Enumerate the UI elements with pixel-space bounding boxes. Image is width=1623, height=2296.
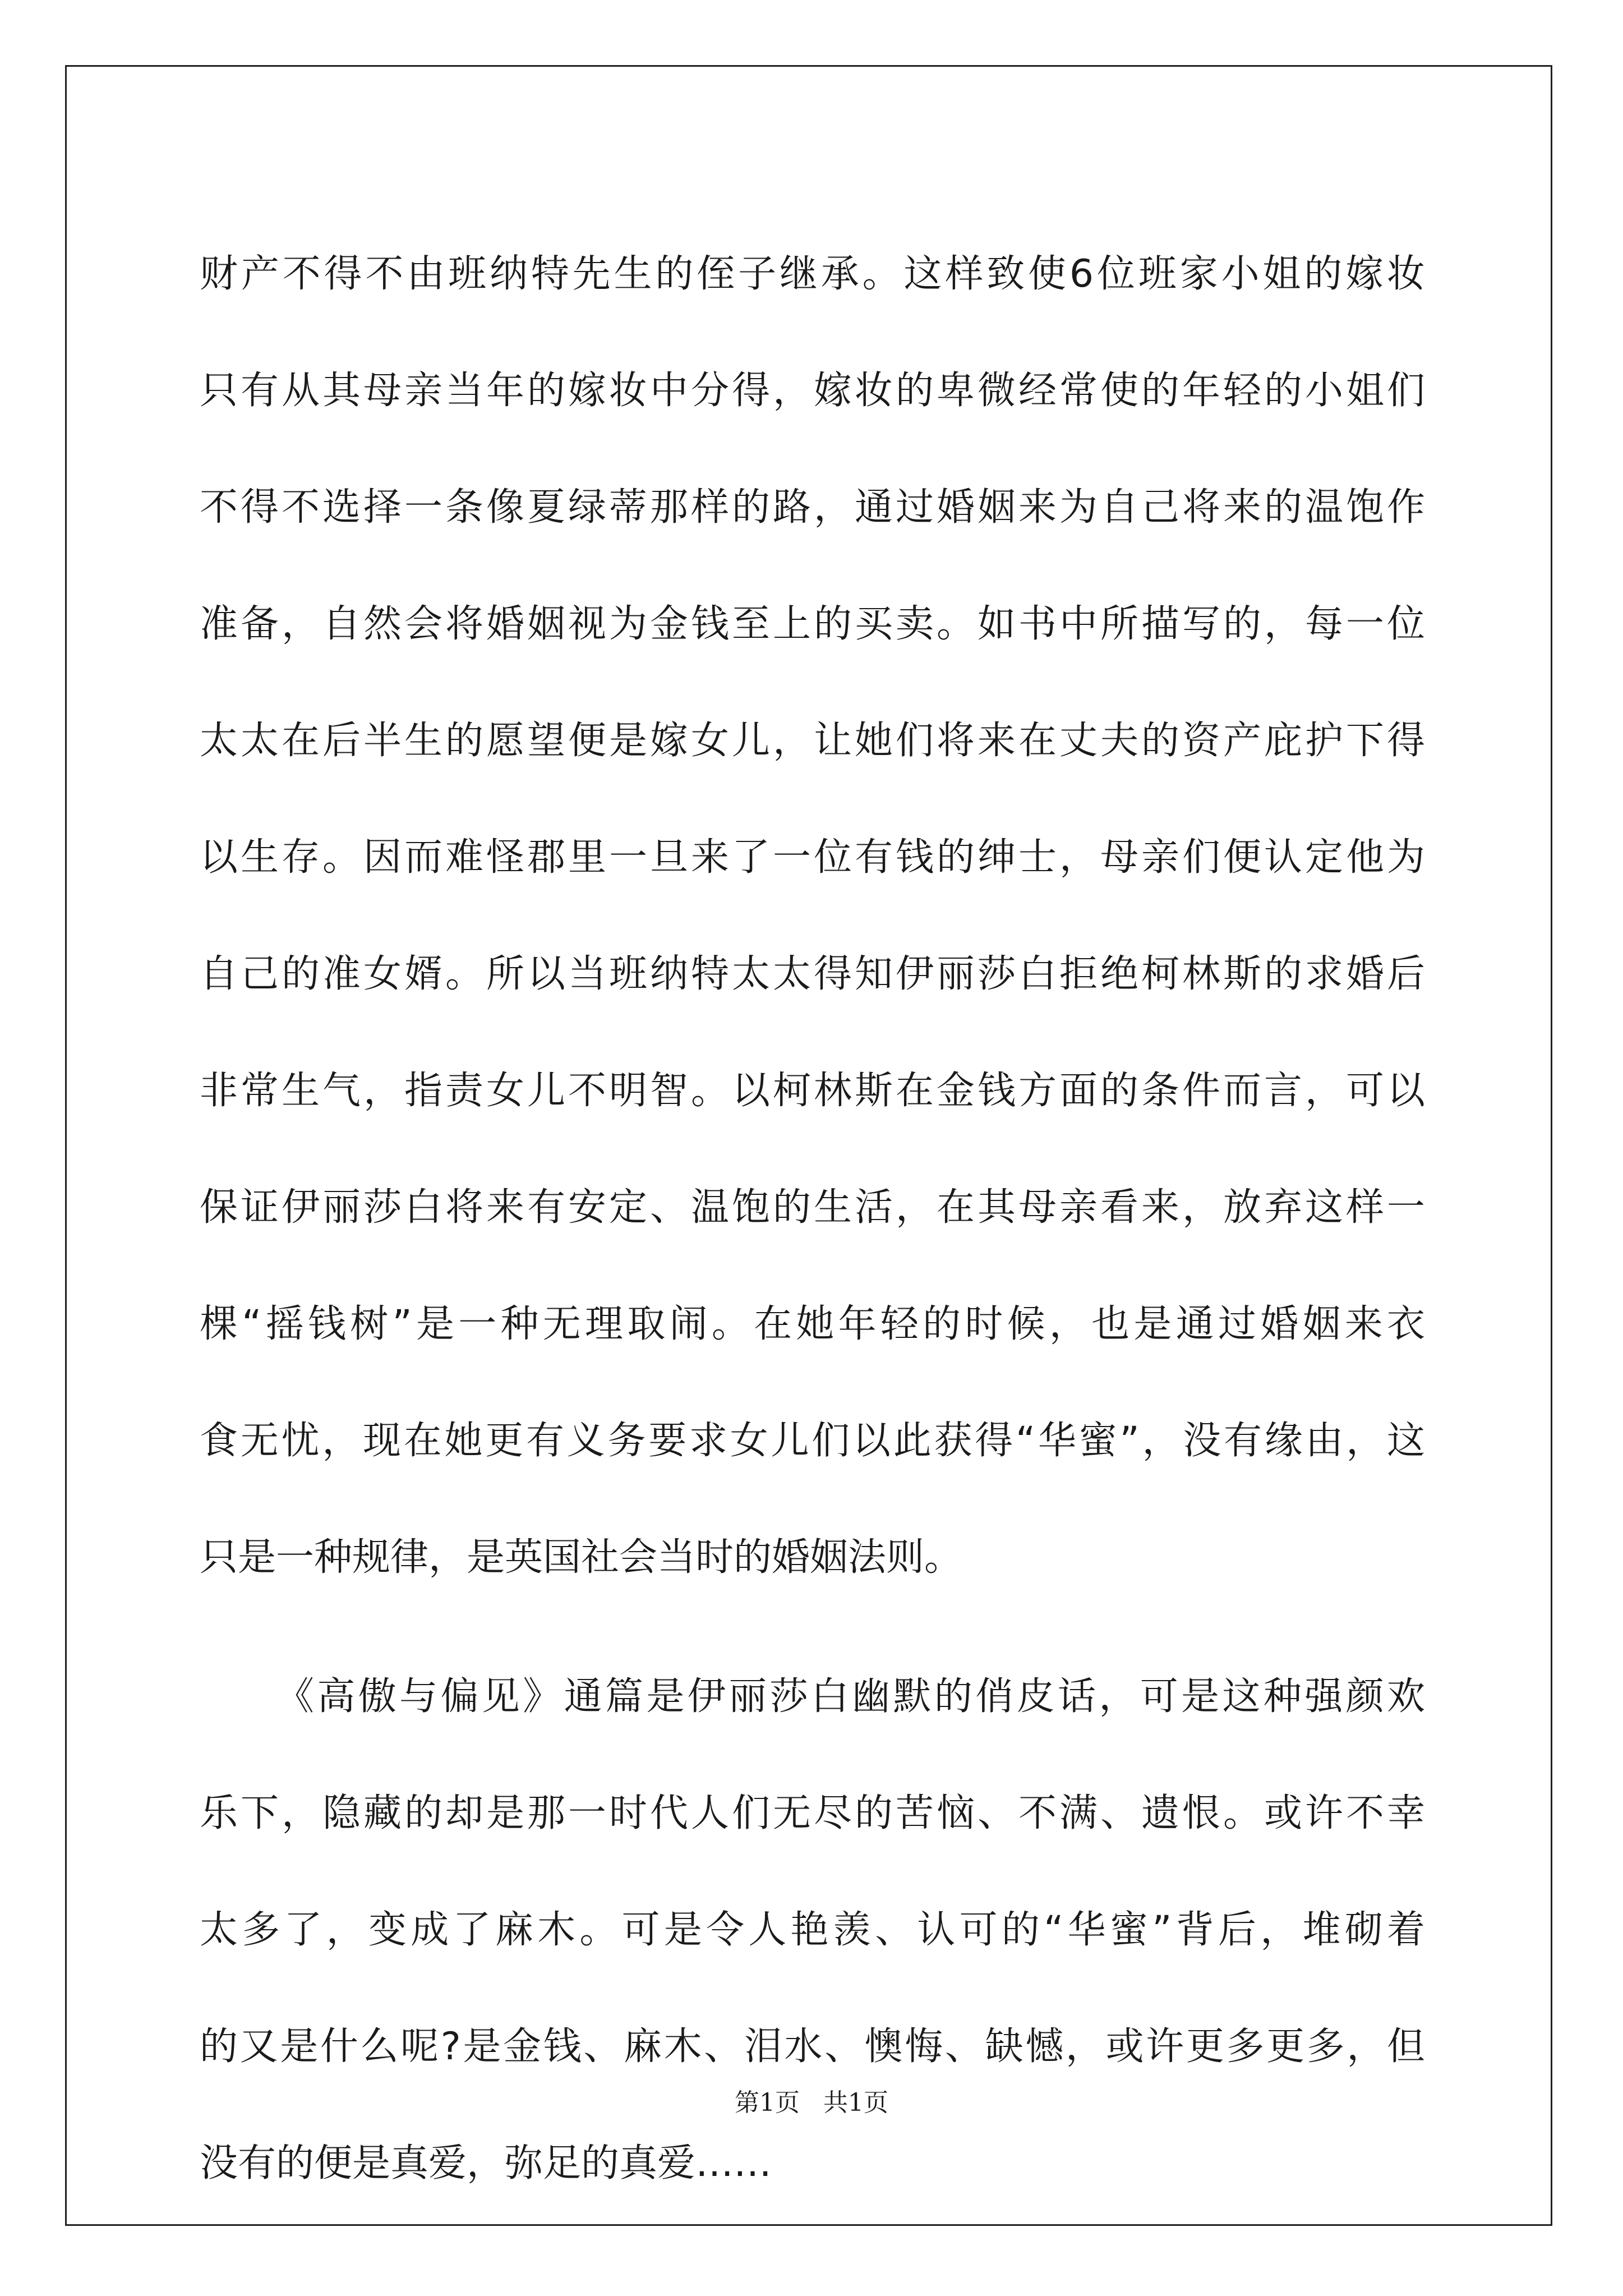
text-line: 非常生气，指责女儿不明智。以柯林斯在金钱方面的条件而言，可以 — [200, 1069, 1425, 1113]
page-number-footer: 第1页 共1页 — [735, 2088, 888, 2117]
text-line: 太多了，变成了麻木。可是令人艳羡、认可的“华蜜”背后，堆砌着 — [200, 1908, 1425, 1952]
text-line: 《高傲与偏见》通篇是伊丽莎白幽默的俏皮话，可是这种强颜欢 — [276, 1674, 1425, 1719]
text-line: 乐下，隐藏的却是那一时代人们无尽的苦恼、不满、遗恨。或许不幸 — [200, 1791, 1425, 1835]
text-line: 不得不选择一条像夏绿蒂那样的路，通过婚姻来为自己将来的温饱作 — [200, 485, 1425, 530]
text-line: 食无忧，现在她更有义务要求女儿们以此获得“华蜜”，没有缘由，这 — [200, 1419, 1425, 1463]
text-line: 准备，自然会将婚姻视为金钱至上的买卖。如书中所描写的，每一位 — [200, 602, 1425, 646]
text-line: 的又是什么呢?是金钱、麻木、泪水、懊悔、缺憾，或许更多更多，但 — [200, 2024, 1425, 2069]
document-body — [200, 216, 1425, 2222]
text-line: 自己的准女婿。所以当班纳特太太得知伊丽莎白拒绝柯林斯的求婚后 — [200, 952, 1425, 996]
text-line: 财产不得不由班纳特先生的侄子继承。这样致使6位班家小姐的嫁妆 — [200, 252, 1425, 296]
text-line: 只是一种规律，是英国社会当时的婚姻法则。 — [200, 1535, 963, 1580]
paragraph-2 — [200, 1639, 1425, 2222]
text-line: 只有从其母亲当年的嫁妆中分得，嫁妆的卑微经常使的年轻的小姐们 — [200, 369, 1425, 413]
text-line: 没有的便是真爱，弥足的真爱…… — [200, 2141, 772, 2185]
text-line: 棵“摇钱树”是一种无理取闹。在她年轻的时候，也是通过婚姻来衣 — [200, 1302, 1425, 1346]
text-line: 保证伊丽莎白将来有安定、温饱的生活，在其母亲看来，放弃这样一 — [200, 1185, 1425, 1230]
text-line: 以生存。因而难怪郡里一旦来了一位有钱的绅士，母亲们便认定他为 — [200, 835, 1425, 880]
text-line: 太太在后半生的愿望便是嫁女儿，让她们将来在丈夫的资产庇护下得 — [200, 719, 1425, 763]
paragraph-1 — [200, 216, 1425, 1616]
